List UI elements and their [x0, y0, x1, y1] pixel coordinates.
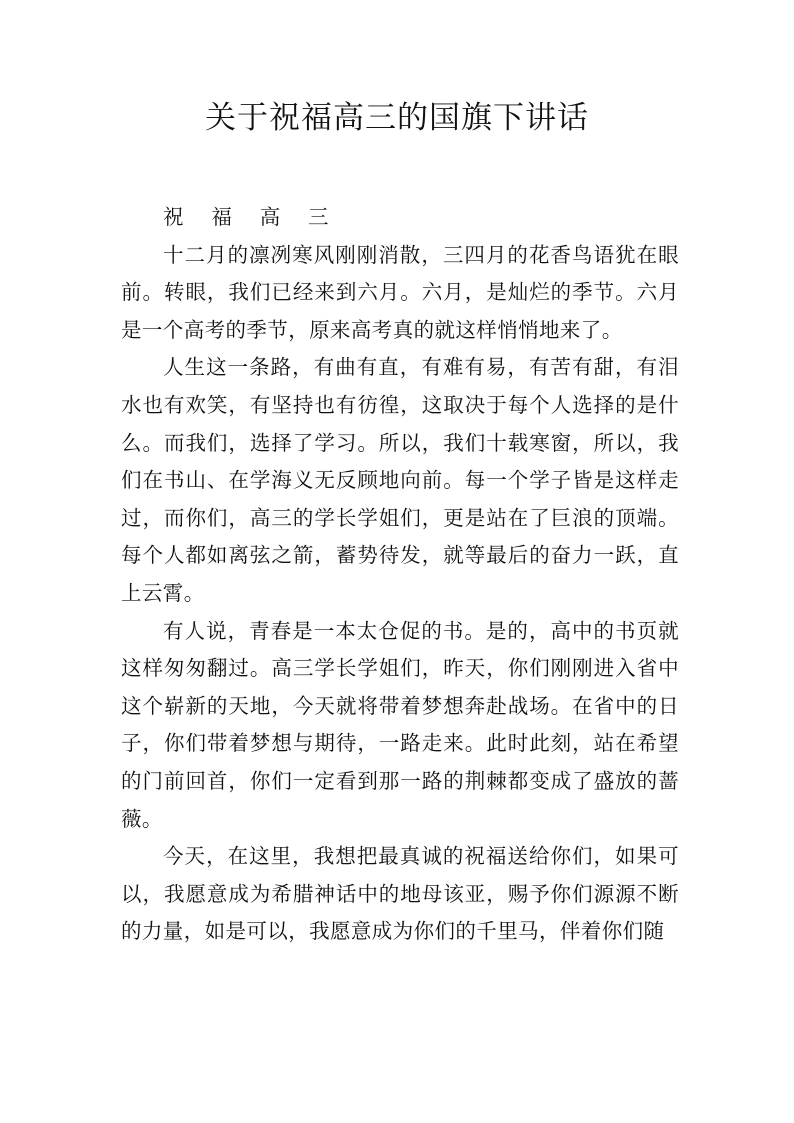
paragraph-3: 有人说，青春是一本太仓促的书。是的，高中的书页就这样匆匆翻过。高三学长学姐们，昨天，你们刚刚进入省中这个崭新的天地，今天就将带着梦想奔赴战场。在省中的日子，你们带着梦想与期待，一路走来。此时此刻，站在希望的门前回首，你们一定看到那一路的荆棘都变成了盛放的蔷薇。: [121, 618, 679, 831]
speech-subtitle: 祝 福 高 三: [163, 205, 340, 229]
paragraph-4: 今天，在这里，我想把最真诚的祝福送给你们，如果可以，我愿意成为希腊神话中的地母该亚，赐予你们源源不断的力量，如是可以，我愿意成为你们的千里马，伴着你们随: [121, 844, 679, 944]
document-body: [121, 199, 679, 951]
paragraph-1: 十二月的凛冽寒风刚刚消散，三四月的花香鸟语犹在眼前。转眼，我们已经来到六月。六月，是灿烂的季节。六月是一个高考的季节，原来高考真的就这样悄悄地来了。: [121, 242, 679, 342]
paragraph-2: 人生这一条路，有曲有直，有难有易，有苦有甜，有泪水也有欢笑，有坚持也有彷徨，这取决于每个人选择的是什么。而我们，选择了学习。所以，我们十载寒窗，所以，我们在书山、在学海义无反顾地向前。每一个学子皆是这样走过，而你们，高三的学长学姐们，更是站在了巨浪的顶端。每个人都如离弦之箭，蓄势待发，就等最后的奋力一跃，直上云霄。: [121, 355, 679, 605]
document-title: 关于祝福高三的国旗下讲话: [205, 100, 589, 136]
